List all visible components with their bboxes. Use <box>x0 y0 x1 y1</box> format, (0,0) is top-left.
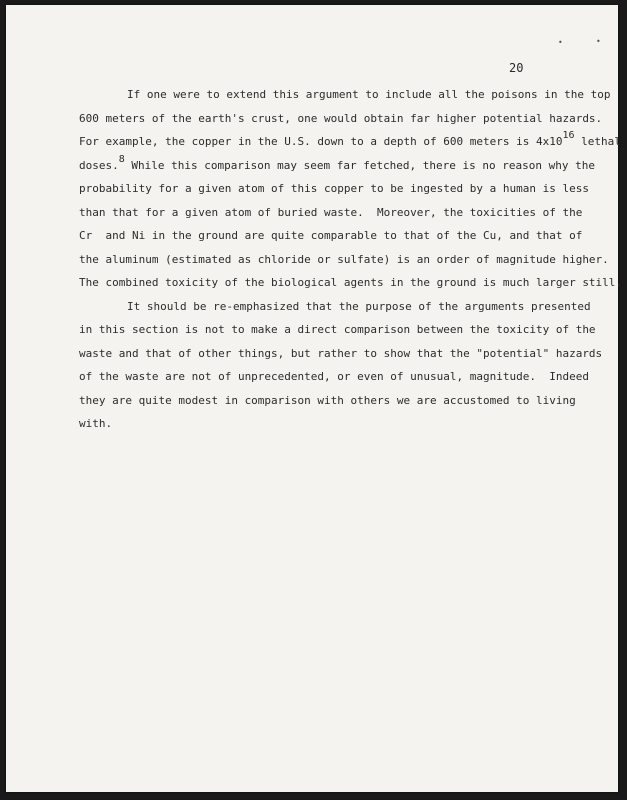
paragraph-2-line: waste and that of other things, but rather to show that the "potential" hazards <box>79 346 603 360</box>
paragraph-1-line: probability for a given atom of this copper to be ingested by a human is less <box>79 182 589 195</box>
paragraph-1-line: 600 meters of the earth's crust, one would obtain far higher potential hazards. <box>79 111 603 125</box>
line-text: doses. <box>79 158 119 172</box>
paragraph-2-line: of the waste are not of unprecedented, or even of unusual, magnitude. Indeed <box>79 370 589 383</box>
body-text <box>79 83 623 436</box>
paragraph-1-line <box>79 130 621 154</box>
line-text: lethal <box>574 135 621 148</box>
corner-mark: • <box>558 38 563 47</box>
page-number: 20 <box>509 61 524 75</box>
document-page <box>6 5 623 792</box>
paragraph-1-line: If one were to extend this argument to include all the poisons in the top <box>127 88 611 101</box>
paragraph-2-line: in this section is not to make a direct comparison between the toxicity of the <box>79 323 596 336</box>
line-text: For example, the copper in the U.S. down to a depth of 600 meters is 4x10 <box>79 135 563 148</box>
paragraph-1-line: Cr and Ni in the ground are quite comparable to that of the Cu, and that of <box>79 229 583 242</box>
paragraph-2-line: It should be re-emphasized that the purpose of the arguments presented <box>127 299 591 313</box>
paragraph-2-line: with. <box>79 417 113 430</box>
paragraph-2-line: they are quite modest in comparison with others we are accustomed to living <box>79 393 576 407</box>
paragraph-1-line: than that for a given atom of buried waste. Moreover, the toxicities of the <box>79 205 583 219</box>
footnote-reference: 8 <box>118 153 125 165</box>
paragraph-1-line: the aluminum (estimated as chloride or sulfate) is an order of magnitude higher. <box>79 252 609 266</box>
superscript-exponent: 16 <box>562 130 575 141</box>
line-text: While this comparison may seem far fetched, there is no reason why the <box>124 158 595 172</box>
paragraph-1-line: The combined toxicity of the biological agents in the ground is much larger still. <box>79 276 623 289</box>
corner-mark: • <box>596 37 601 46</box>
paragraph-1-line <box>79 153 595 178</box>
